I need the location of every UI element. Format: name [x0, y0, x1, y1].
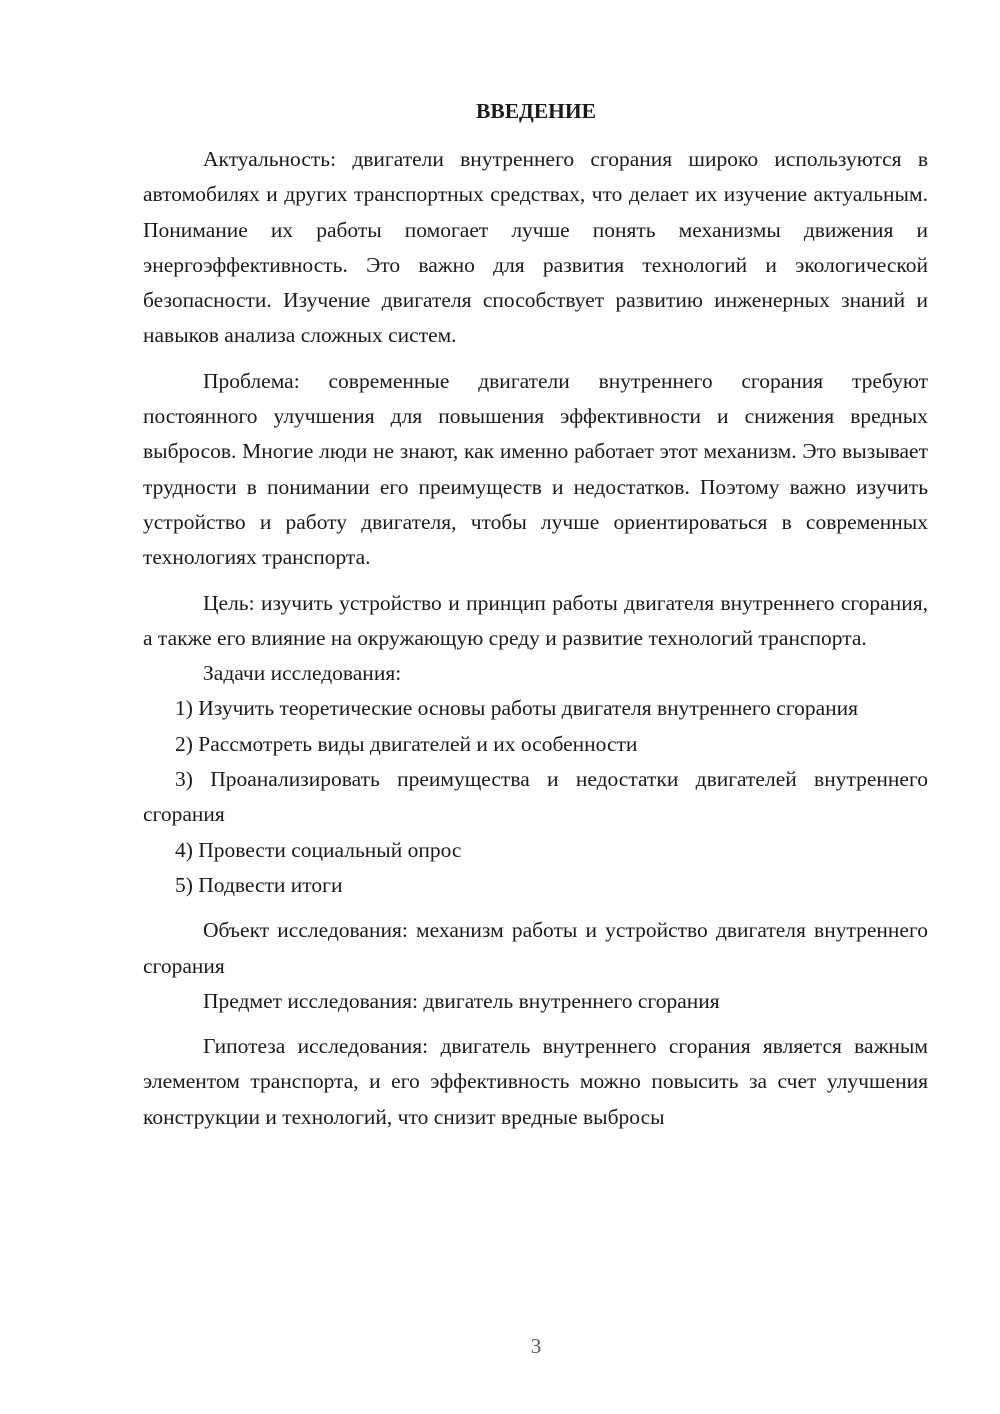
document-body	[143, 142, 928, 1135]
paragraph-problem: Проблема: современные двигатели внутреннего сгорания требуют постоянного улучшения для повышения эффективности и снижения вредных выбросов. Многие люди не знают, как именно работает этот механизм. Это вызывает трудности в понимании его преимуществ и недостатков. Поэтому важно изучить устройство и работу двигателя, чтобы лучше ориентироваться в современных технологиях транспорта.	[143, 368, 928, 570]
task-item: 2) Рассмотреть виды двигателей и их особенности	[175, 731, 638, 756]
paragraph-hypothesis: Гипотеза исследования: двигатель внутреннего сгорания является важным элементом транспорта, и его эффективность можно повысить за счет улучшения конструкции и технологий, что снизит вредные выбросы	[143, 1034, 928, 1129]
task-item: 3) Проанализировать преимущества и недостатки двигателей внутреннего сгорания	[143, 767, 928, 827]
page-number: 3	[530, 1334, 542, 1358]
paragraph-subject: Предмет исследования: двигатель внутреннего сгорания	[203, 988, 720, 1013]
tasks-heading: Задачи исследования:	[203, 661, 402, 686]
task-item: 4) Провести социальный опрос	[175, 837, 462, 862]
task-item: 5) Подвести итоги	[175, 872, 343, 897]
section-title: ВВЕДЕНИЕ	[476, 99, 596, 123]
task-item: 1) Изучить теоретические основы работы двигателя внутреннего сгорания	[175, 696, 859, 721]
paragraph-object: Объект исследования: механизм работы и устройство двигателя внутреннего сгорания	[143, 918, 928, 978]
paragraph-goal: Цель: изучить устройство и принцип работы двигателя внутреннего сгорания, а также его влияние на окружающую среду и развитие технологий транспорта.	[143, 590, 928, 650]
paragraph-relevance: Актуальность: двигатели внутреннего сгорания широко используются в автомобилях и других транспортных средствах, что делает их изучение актуальным. Понимание их работы помогает лучше понять механизмы движения и энергоэффективность. Это важно для развития технологий и экологической безопасности. Изучение двигателя способствует развитию инженерных знаний и навыков анализа сложных систем.	[143, 147, 928, 348]
